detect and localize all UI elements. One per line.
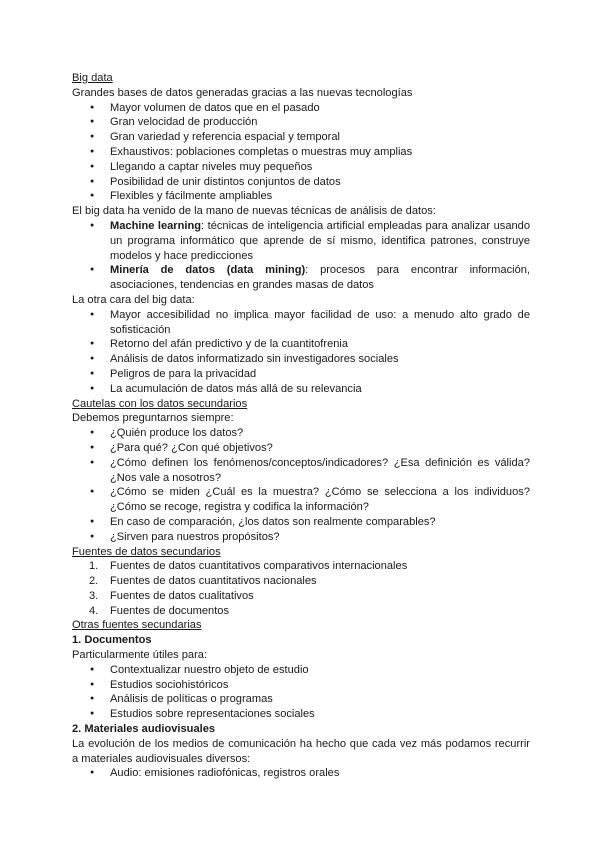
list-item: ● ¿Cómo se miden ¿Cuál es la muestra? ¿Cómo se selecciona a los individuos? ¿Cómo se recoge, registra y codifica la información? — [72, 485, 530, 515]
list-cautions — [72, 426, 530, 544]
section-heading-sources: Fuentes de datos secundarios — [72, 545, 221, 558]
list-item: ● Mayor accesibilidad no implica mayor facilidad de uso: a menudo alto grado de sofisticación — [72, 308, 530, 338]
list-item: ● Peligros de para la privacidad — [72, 367, 530, 382]
paragraph-other-side-intro: La otra cara del big data: — [72, 293, 195, 306]
list-sources — [72, 559, 530, 618]
list-item: ● ¿Quién produce los datos? — [72, 426, 530, 441]
list-big-data-features — [72, 101, 530, 205]
list-item — [72, 219, 530, 263]
list-item: ● Exhaustivos: poblaciones completas o muestras muy amplias — [72, 145, 530, 160]
list-item: ● Audio: emisiones radiofónicas, registros orales — [72, 766, 530, 781]
list-documents — [72, 663, 530, 722]
list-item: ● Estudios sobre representaciones sociales — [72, 707, 530, 722]
paragraph-big-data-intro: Grandes bases de datos generadas gracias a las nuevas tecnologías — [72, 86, 413, 99]
list-item — [72, 559, 530, 574]
paragraph-techniques-intro: El big data ha venido de la mano de nuevas técnicas de análisis de datos: — [72, 205, 436, 218]
subheading-documents: 1. Documentos — [72, 634, 152, 647]
list-item: ● Flexibles y fácilmente ampliables — [72, 189, 530, 204]
list-item: ● ¿Sirven para nuestros propósitos? — [72, 530, 530, 545]
list-item: ● En caso de comparación, ¿los datos son realmente comparables? — [72, 515, 530, 530]
list-item: ● Gran velocidad de producción — [72, 115, 530, 130]
list-item: ● Análisis de políticas o programas — [72, 692, 530, 707]
paragraph-audiovisual-intro: La evolución de los medios de comunicación ha hecho que cada vez más podamos recurrir a materiales audiovisuales diversos: — [72, 737, 530, 765]
item-number: 2. — [89, 575, 99, 588]
section-heading-big-data: Big data — [72, 72, 113, 84]
list-techniques — [72, 219, 530, 293]
list-other-side — [72, 308, 530, 397]
item-number: 4. — [89, 604, 99, 617]
paragraph-cautions-intro: Debemos preguntarnos siempre: — [72, 412, 234, 425]
list-audiovisual — [72, 766, 530, 781]
list-item: ● Mayor volumen de datos que en el pasado — [72, 101, 530, 116]
list-item — [72, 589, 530, 604]
item-number: 1. — [89, 560, 99, 573]
item-text: Fuentes de datos cualitativos — [110, 589, 254, 602]
list-item: ● Contextualizar nuestro objeto de estudio — [72, 663, 530, 678]
list-item: ● Análisis de datos informatizado sin investigadores sociales — [72, 352, 530, 367]
list-item: ● Posibilidad de unir distintos conjuntos de datos — [72, 175, 530, 190]
list-item — [72, 574, 530, 589]
list-item: ● Gran variedad y referencia espacial y temporal — [72, 130, 530, 145]
section-heading-other-sources: Otras fuentes secundarias — [72, 619, 202, 632]
list-item: ● Estudios sociohistóricos — [72, 678, 530, 693]
section-heading-cautions: Cautelas con los datos secundarios — [72, 397, 248, 410]
item-text: Fuentes de datos cuantitativos nacionales — [110, 575, 317, 588]
item-text: Fuentes de documentos — [110, 604, 230, 617]
list-item: ● ¿Para qué? ¿Con qué objetivos? — [72, 441, 530, 456]
term: Machine learning — [110, 219, 202, 232]
list-item: ● La acumulación de datos más allá de su relevancia — [72, 382, 530, 397]
list-item: ● Retorno del afán predictivo y de la cuantitofrenia — [72, 337, 530, 352]
list-item: ● ¿Cómo definen los fenómenos/conceptos/indicadores? ¿Esa definición es válida? ¿Nos vale a nosotros? — [72, 456, 530, 486]
list-item — [72, 263, 530, 293]
subheading-audiovisual: 2. Materiales audiovisuales — [72, 723, 216, 736]
list-item — [72, 604, 530, 619]
item-text: Fuentes de datos cuantitativos comparativos internacionales — [110, 560, 408, 573]
term-description: : procesos para encontrar información, asociaciones, tendencias en grandes masas de datos — [110, 264, 530, 292]
document-page — [72, 71, 530, 781]
paragraph-documents-intro: Particularmente útiles para: — [72, 649, 208, 662]
item-number: 3. — [89, 589, 99, 602]
term-description: : técnicas de inteligencia artificial empleadas para analizar usando un programa informático que aprende de sí mismo, identifica patrones, construye modelos y hace predicciones — [110, 219, 531, 262]
list-item: ● Llegando a captar niveles muy pequeños — [72, 160, 530, 175]
term: Minería de datos (data mining) — [110, 264, 306, 277]
